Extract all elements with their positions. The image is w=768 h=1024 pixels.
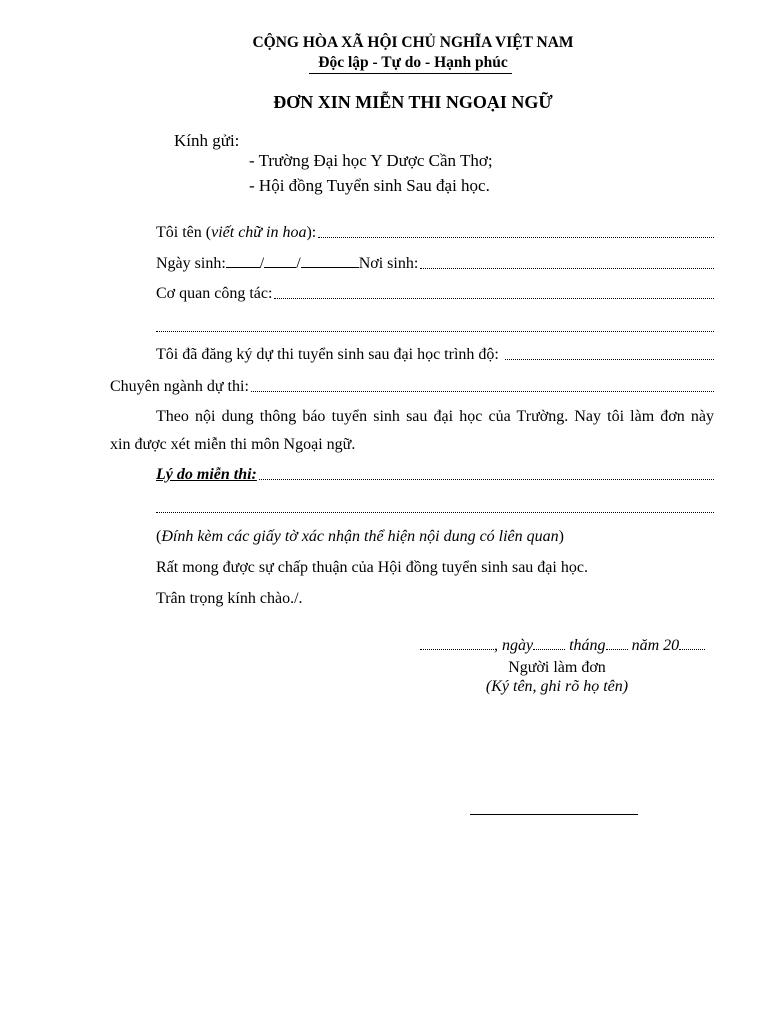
- major-blank[interactable]: [251, 391, 714, 392]
- dob-month-blank[interactable]: [264, 267, 296, 268]
- date-year-label: năm 20: [631, 637, 680, 654]
- dob-slash-2: /: [296, 255, 301, 272]
- recipient-school: - Trường Đại học Y Dược Cần Thơ;: [249, 151, 493, 170]
- attach-open: (: [156, 528, 162, 545]
- workplace-blank-2[interactable]: [156, 331, 714, 332]
- birthplace-blank[interactable]: [420, 268, 714, 269]
- year-blank[interactable]: [679, 649, 705, 650]
- reason-blank[interactable]: [259, 479, 714, 480]
- motto-underline: [309, 73, 512, 74]
- motto-heading: Độc lập - Tự do - Hạnh phúc: [318, 54, 508, 71]
- sign-hint: (Ký tên, ghi rõ họ tên): [485, 678, 629, 695]
- name-field[interactable]: [156, 224, 714, 242]
- nation-heading: CỘNG HÒA XÃ HỘI CHỦ NGHĨA VIỆT NAM: [252, 34, 574, 51]
- hope-text: Rất mong được sự chấp thuận của Hội đồng tuyển sinh sau đại học.: [156, 559, 588, 576]
- date-day-label: , ngày: [494, 637, 534, 654]
- reason-field[interactable]: [156, 466, 714, 484]
- statement-line-2: xin được xét miễn thi môn Ngoại ngữ.: [110, 436, 356, 453]
- signer-label: Người làm đơn: [508, 659, 606, 676]
- day-blank[interactable]: [533, 649, 565, 650]
- attach-text: Đính kèm các giấy tờ xác nhận thể hiện nội dung có liên quan: [161, 528, 559, 545]
- date-line: [420, 637, 705, 655]
- dob-slash-1: /: [259, 255, 265, 272]
- name-label-pre: Tôi tên (: [156, 224, 212, 241]
- dob-label: Ngày sinh:: [156, 255, 226, 272]
- workplace-blank[interactable]: [274, 298, 714, 299]
- name-label-hint: viết chữ in hoa: [211, 224, 307, 241]
- place-blank[interactable]: [420, 649, 494, 650]
- name-label-post: ):: [306, 224, 317, 241]
- recipient-council: - Hội đồng Tuyển sinh Sau đại học.: [249, 176, 490, 195]
- date-month-label: tháng: [569, 637, 606, 654]
- dob-birthplace-row: [156, 255, 714, 273]
- reason-blank-2[interactable]: [156, 512, 714, 513]
- month-blank[interactable]: [606, 649, 628, 650]
- registered-label: Tôi đã đăng ký dự thi tuyển sinh sau đại học trình độ:: [156, 346, 499, 363]
- reason-label: Lý do miễn thi:: [156, 466, 257, 483]
- dob-year-blank[interactable]: [301, 267, 359, 268]
- workplace-field[interactable]: [156, 285, 714, 303]
- page-title: ĐƠN XIN MIỄN THI NGOẠI NGỮ: [273, 92, 553, 112]
- statement-line-1: Theo nội dung thông báo tuyển sinh sau đại học của Trường. Nay tôi làm đơn này: [156, 408, 714, 425]
- major-label: Chuyên ngành dự thi:: [110, 378, 249, 395]
- salutation: Kính gửi:: [174, 131, 240, 150]
- registered-field[interactable]: [156, 346, 714, 364]
- regards-text: Trân trọng kính chào./.: [156, 590, 303, 607]
- attach-close: ): [558, 528, 564, 545]
- name-blank[interactable]: [318, 237, 714, 238]
- registered-blank[interactable]: [505, 359, 714, 360]
- major-field[interactable]: [110, 378, 714, 396]
- signature-line[interactable]: [470, 814, 638, 815]
- dob-day-blank[interactable]: [226, 267, 260, 268]
- birthplace-label: Nơi sinh:: [358, 255, 419, 272]
- attachment-note: [156, 528, 564, 546]
- workplace-label: Cơ quan công tác:: [156, 285, 273, 302]
